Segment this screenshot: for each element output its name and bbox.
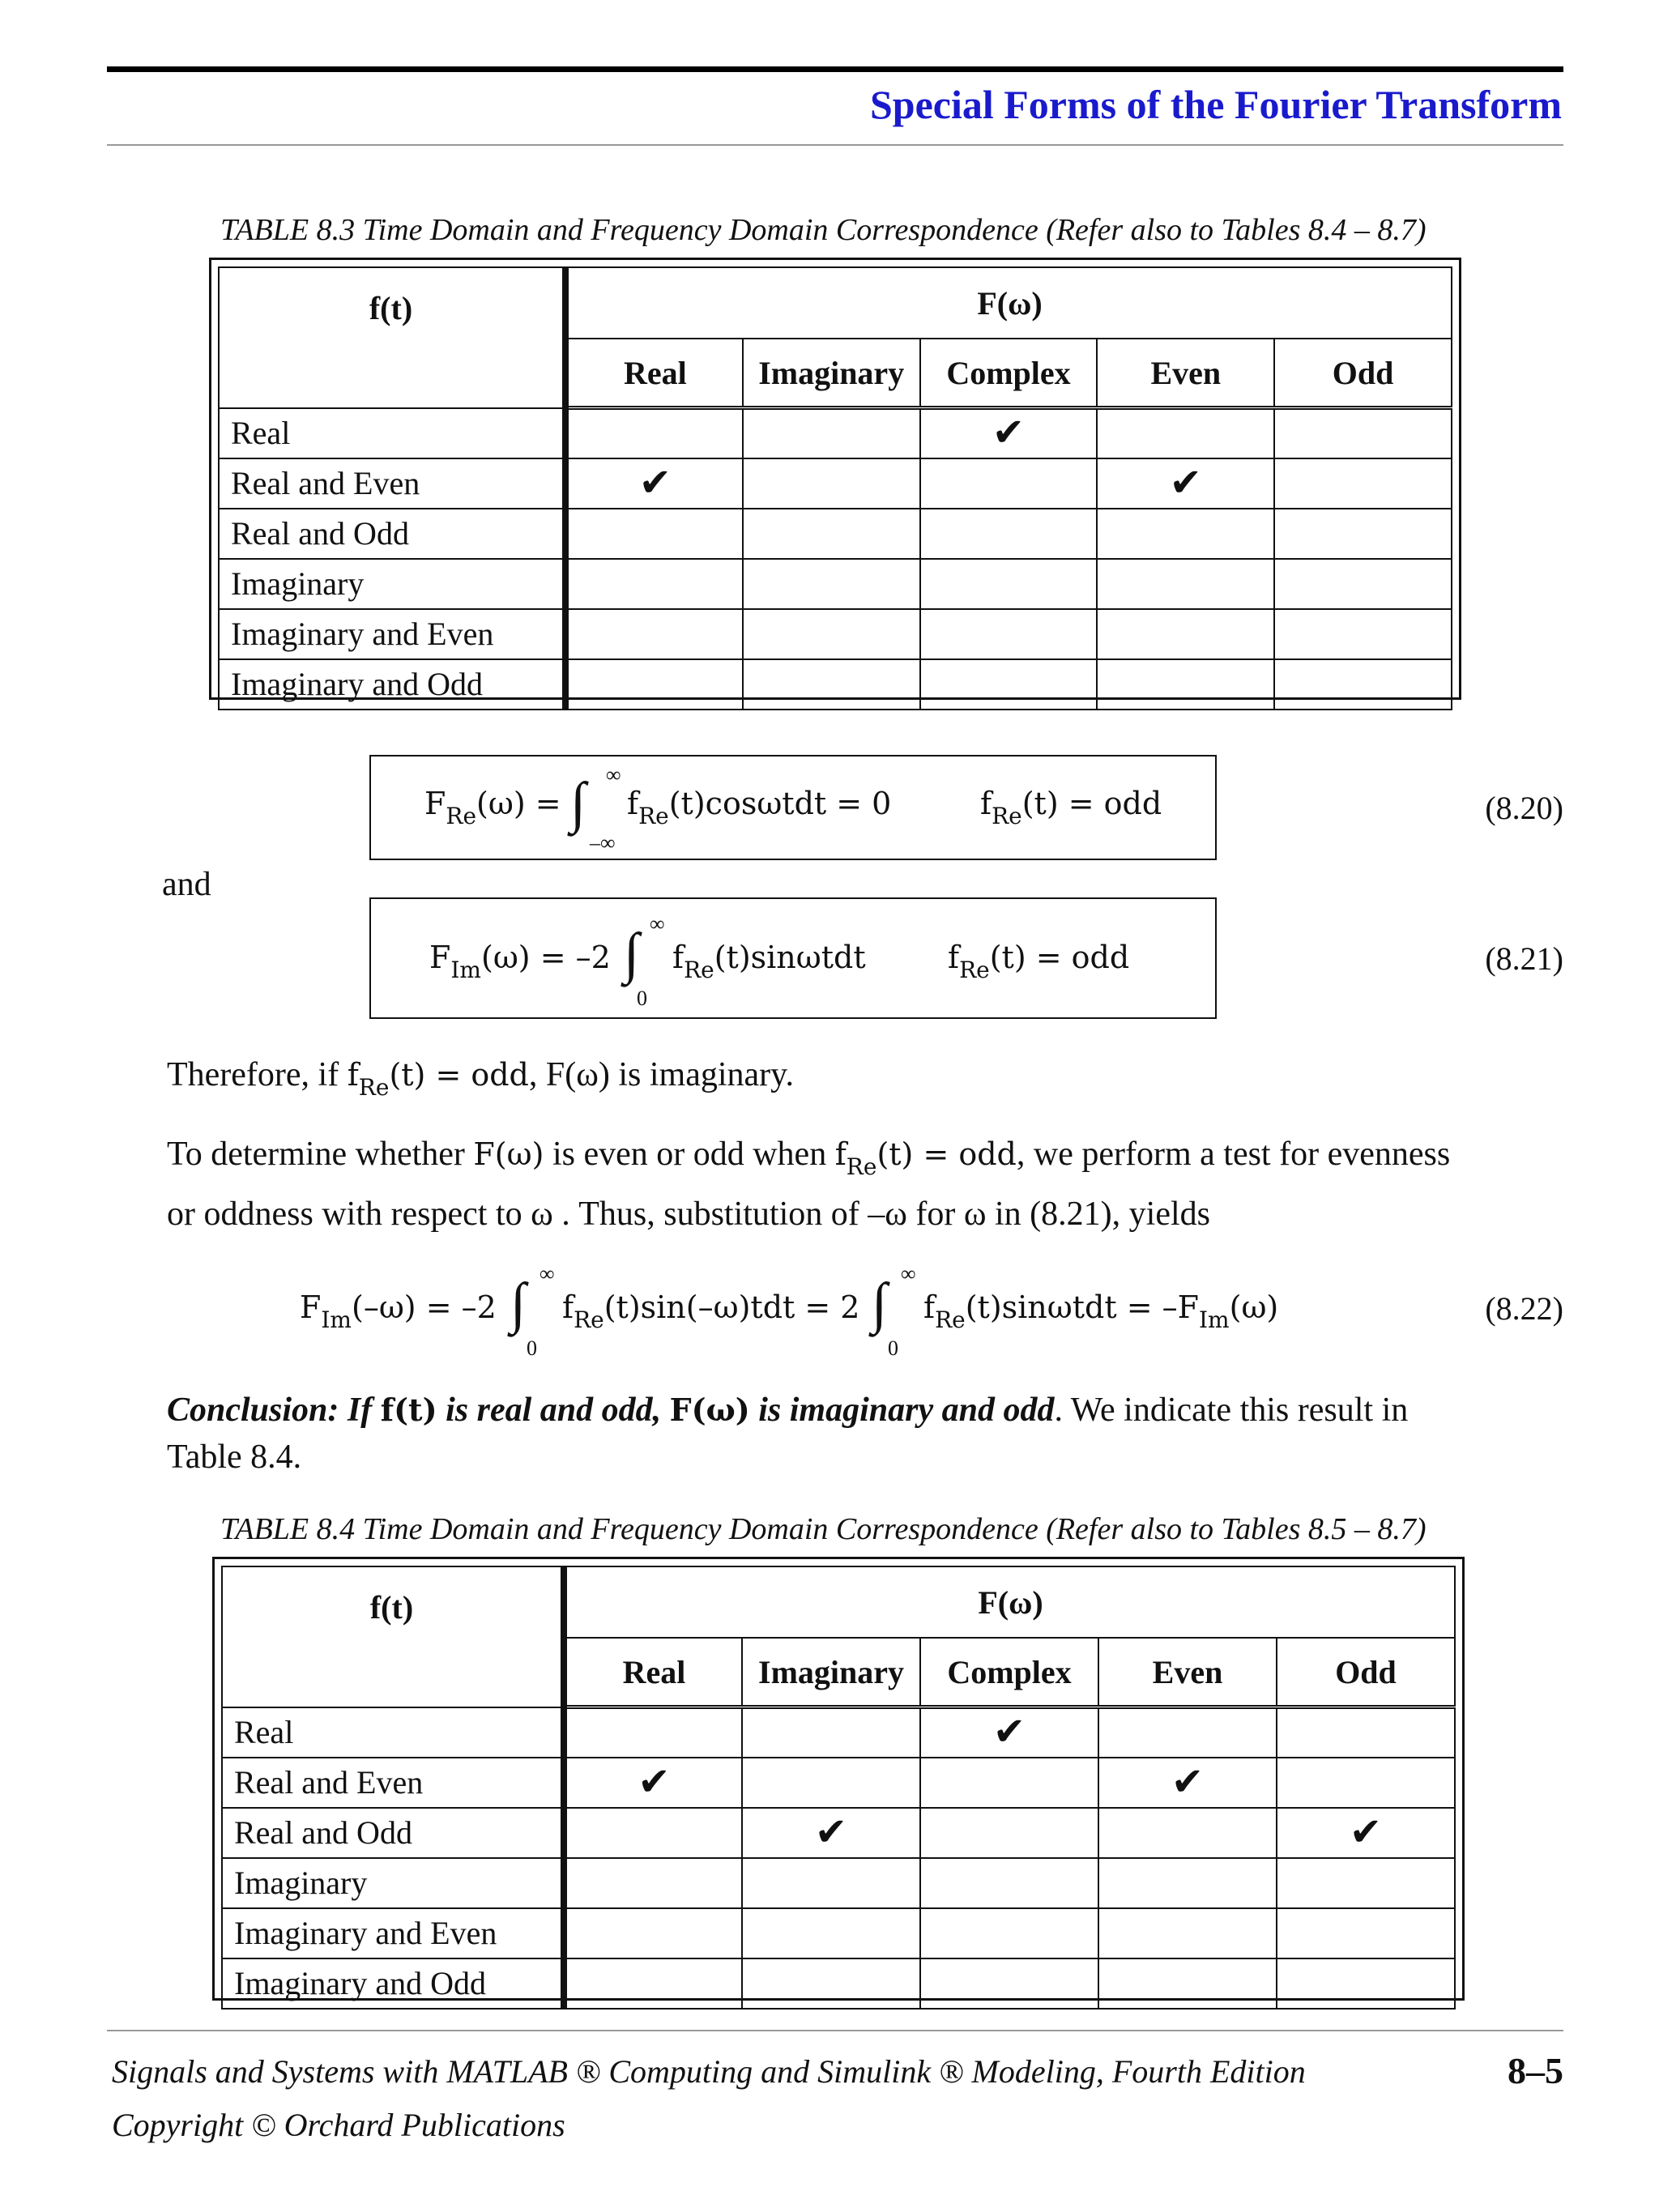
table-row [222,1958,1455,2009]
eq-8-22-lhs: $F_{Im}(-\omega) = -2$ [300,1289,497,1333]
table-row [222,1808,1455,1858]
table-cell [743,509,920,559]
table-row [222,1707,1455,1758]
fw-header: F(ω) [565,267,1452,339]
header-rule [107,66,1563,72]
table-8-4-grid [221,1566,1456,2010]
fw-header: F(ω) [564,1566,1455,1638]
row-label: Imaginary [219,559,565,609]
eq-8-20-condition: $f_{Re}(t)$ = odd [980,786,1162,829]
integral-sign: ∫ [570,772,586,834]
table-cell [920,509,1098,559]
conclusion-line-2: Table 8.4. [167,1438,302,1476]
eq-8-20-lhs: $F_{Re}(\omega)$ = [424,786,561,829]
table-row [222,1908,1455,1958]
row-label: Imaginary and Even [219,609,565,659]
row-label: Imaginary and Odd [219,659,565,710]
col-odd: Odd [1274,339,1452,408]
table-cell [1274,659,1452,710]
table-cell [564,1858,742,1908]
check-mark-icon: ✔ [1098,1758,1277,1808]
table-cell [743,609,920,659]
header-divider [107,144,1563,146]
table-cell [565,408,743,458]
integral-sign: ∫ [872,1272,888,1335]
table-8-3-caption: TABLE 8.3 Time Domain and Frequency Domain Correspondence (Refer also to Tables 8.4 – 8.7) [220,213,1427,247]
table-cell [1274,559,1452,609]
col-real: Real [565,339,743,408]
ft-header: f(t) [219,267,565,408]
eq-8-20-integrand: $f_{Re}(t)\cos\omega tdt = 0$ [627,786,892,829]
table-8-3 [209,258,1461,700]
check-mark-icon: ✔ [564,1758,742,1808]
table-cell [920,609,1098,659]
table-row [222,1758,1455,1808]
table-8-4 [212,1557,1465,2001]
eq-8-22-integrand-1: $f_{Re}(t)\sin(-\omega)tdt = 2$ [562,1289,860,1333]
int-lower-limit: 0 [637,987,647,1010]
page-header-title: Special Forms of the Fourier Transform [869,82,1562,127]
int-lower-limit: 0 [888,1336,898,1360]
row-label: Imaginary [222,1858,564,1908]
row-label: Real [222,1707,564,1758]
table-cell [565,509,743,559]
paragraph-line-1: To determine whether F(ω) is even or odd when $f_{Re}(t)$ = odd, we perform a test for evenness [167,1136,1451,1180]
conclusion-line-1: Conclusion: If f(t) is real and odd, F(ω) is imaginary and odd. We indicate this result in [167,1392,1409,1429]
equation-number-8-21: (8.21) [1485,940,1563,977]
table-cell [1274,509,1452,559]
check-mark-icon: ✔ [1097,458,1274,509]
int-lower-limit: –∞ [590,831,616,855]
table-cell [1098,1858,1277,1908]
paragraph-determine [167,1126,1564,1242]
col-odd: Odd [1277,1638,1455,1707]
int-upper-limit: ∞ [606,763,621,786]
eq-8-21-condition: $f_{Re}(t)$ = odd [948,940,1130,983]
equation-number-8-22: (8.22) [1485,1290,1563,1327]
table-cell [743,408,920,458]
row-label: Real [219,408,565,458]
table-cell [1277,1707,1455,1758]
table-cell [1277,1908,1455,1958]
int-upper-limit: ∞ [901,1262,916,1285]
table-cell [742,1758,920,1808]
row-label: Real and Even [219,458,565,509]
table-cell [564,1908,742,1958]
col-complex: Complex [920,339,1098,408]
eq-8-22-integrand-2: $f_{Re}(t)\sin\omega tdt = -F_{Im}(\omega)$ [923,1289,1279,1333]
table-cell [564,1958,742,2009]
equation-8-20-box [369,755,1217,860]
footer-divider [107,2030,1563,2031]
int-upper-limit: ∞ [650,912,665,936]
table-8-4-caption: TABLE 8.4 Time Domain and Frequency Domain Correspondence (Refer also to Tables 8.5 – 8.7) [220,1512,1427,1546]
integral-sign: ∫ [624,923,640,985]
page-number: 8–5 [1508,2050,1563,2091]
paragraph-line-2: or oddness with respect to ω . Thus, substitution of –ω for ω in (8.21), yields [167,1196,1210,1233]
table-cell [1097,408,1274,458]
paragraph-therefore: Therefore, if $f_{Re}(t)$ = odd, F(ω) is imaginary. [167,1056,794,1101]
table-row [219,609,1452,659]
table-cell [1097,559,1274,609]
row-label: Imaginary and Even [222,1908,564,1958]
check-mark-icon: ✔ [742,1808,920,1858]
equation-8-21-box [369,897,1217,1019]
table-row [219,659,1452,710]
table-cell [565,659,743,710]
row-label: Real and Even [222,1758,564,1808]
table-cell [920,659,1098,710]
table-cell [565,609,743,659]
eq-8-21-integrand: $f_{Re}(t)\sin\omega tdt$ [672,940,866,983]
table-row [222,1858,1455,1908]
table-cell [1277,1958,1455,2009]
col-imaginary: Imaginary [742,1638,920,1707]
table-cell [1098,1958,1277,2009]
table-cell [920,1958,1098,2009]
table-cell [743,559,920,609]
table-cell [565,559,743,609]
table-cell [1098,1707,1277,1758]
col-imaginary: Imaginary [743,339,920,408]
col-even: Even [1098,1638,1277,1707]
eq-8-21-lhs: $F_{Im}(\omega) = -2$ [429,940,611,983]
check-mark-icon: ✔ [565,458,743,509]
col-complex: Complex [920,1638,1098,1707]
table-cell [1098,1808,1277,1858]
check-mark-icon: ✔ [920,1707,1098,1758]
table-cell [564,1808,742,1858]
table-cell [920,458,1098,509]
col-even: Even [1097,339,1274,408]
row-label: Real and Odd [222,1808,564,1858]
table-row [219,559,1452,609]
table-cell [742,1908,920,1958]
table-cell [1097,609,1274,659]
table-cell [920,1808,1098,1858]
table-cell [920,559,1098,609]
table-cell [1277,1758,1455,1808]
table-row [219,509,1452,559]
ft-header: f(t) [222,1566,564,1707]
table-cell [743,659,920,710]
check-mark-icon: ✔ [1277,1808,1455,1858]
table-cell [1274,609,1452,659]
int-lower-limit: 0 [527,1336,537,1360]
check-mark-icon: ✔ [920,408,1098,458]
table-cell [920,1908,1098,1958]
conclusion-paragraph [167,1387,1564,1481]
table-cell [1098,1908,1277,1958]
table-cell [1274,408,1452,458]
and-word: and [162,866,211,903]
equation-number-8-20: (8.20) [1485,790,1563,826]
table-cell [564,1707,742,1758]
equation-8-22 [0,1255,1659,1377]
table-cell [742,1858,920,1908]
int-upper-limit: ∞ [539,1262,555,1285]
table-cell [1097,509,1274,559]
table-cell [1097,659,1274,710]
footer-book-title: Signals and Systems with MATLAB ® Computing and Simulink ® Modeling, Fourth Edition [112,2053,1306,2090]
table-cell [920,1758,1098,1808]
row-label: Real and Odd [219,509,565,559]
table-cell [742,1707,920,1758]
row-label: Imaginary and Odd [222,1958,564,2009]
footer-copyright: Copyright © Orchard Publications [112,2107,565,2143]
table-cell [742,1958,920,2009]
table-row [219,408,1452,458]
table-cell [743,458,920,509]
table-cell [1277,1858,1455,1908]
table-cell [920,1858,1098,1908]
table-row [219,458,1452,509]
col-real: Real [564,1638,742,1707]
table-cell [1274,458,1452,509]
integral-sign: ∫ [510,1272,527,1335]
table-8-3-grid [218,266,1452,710]
